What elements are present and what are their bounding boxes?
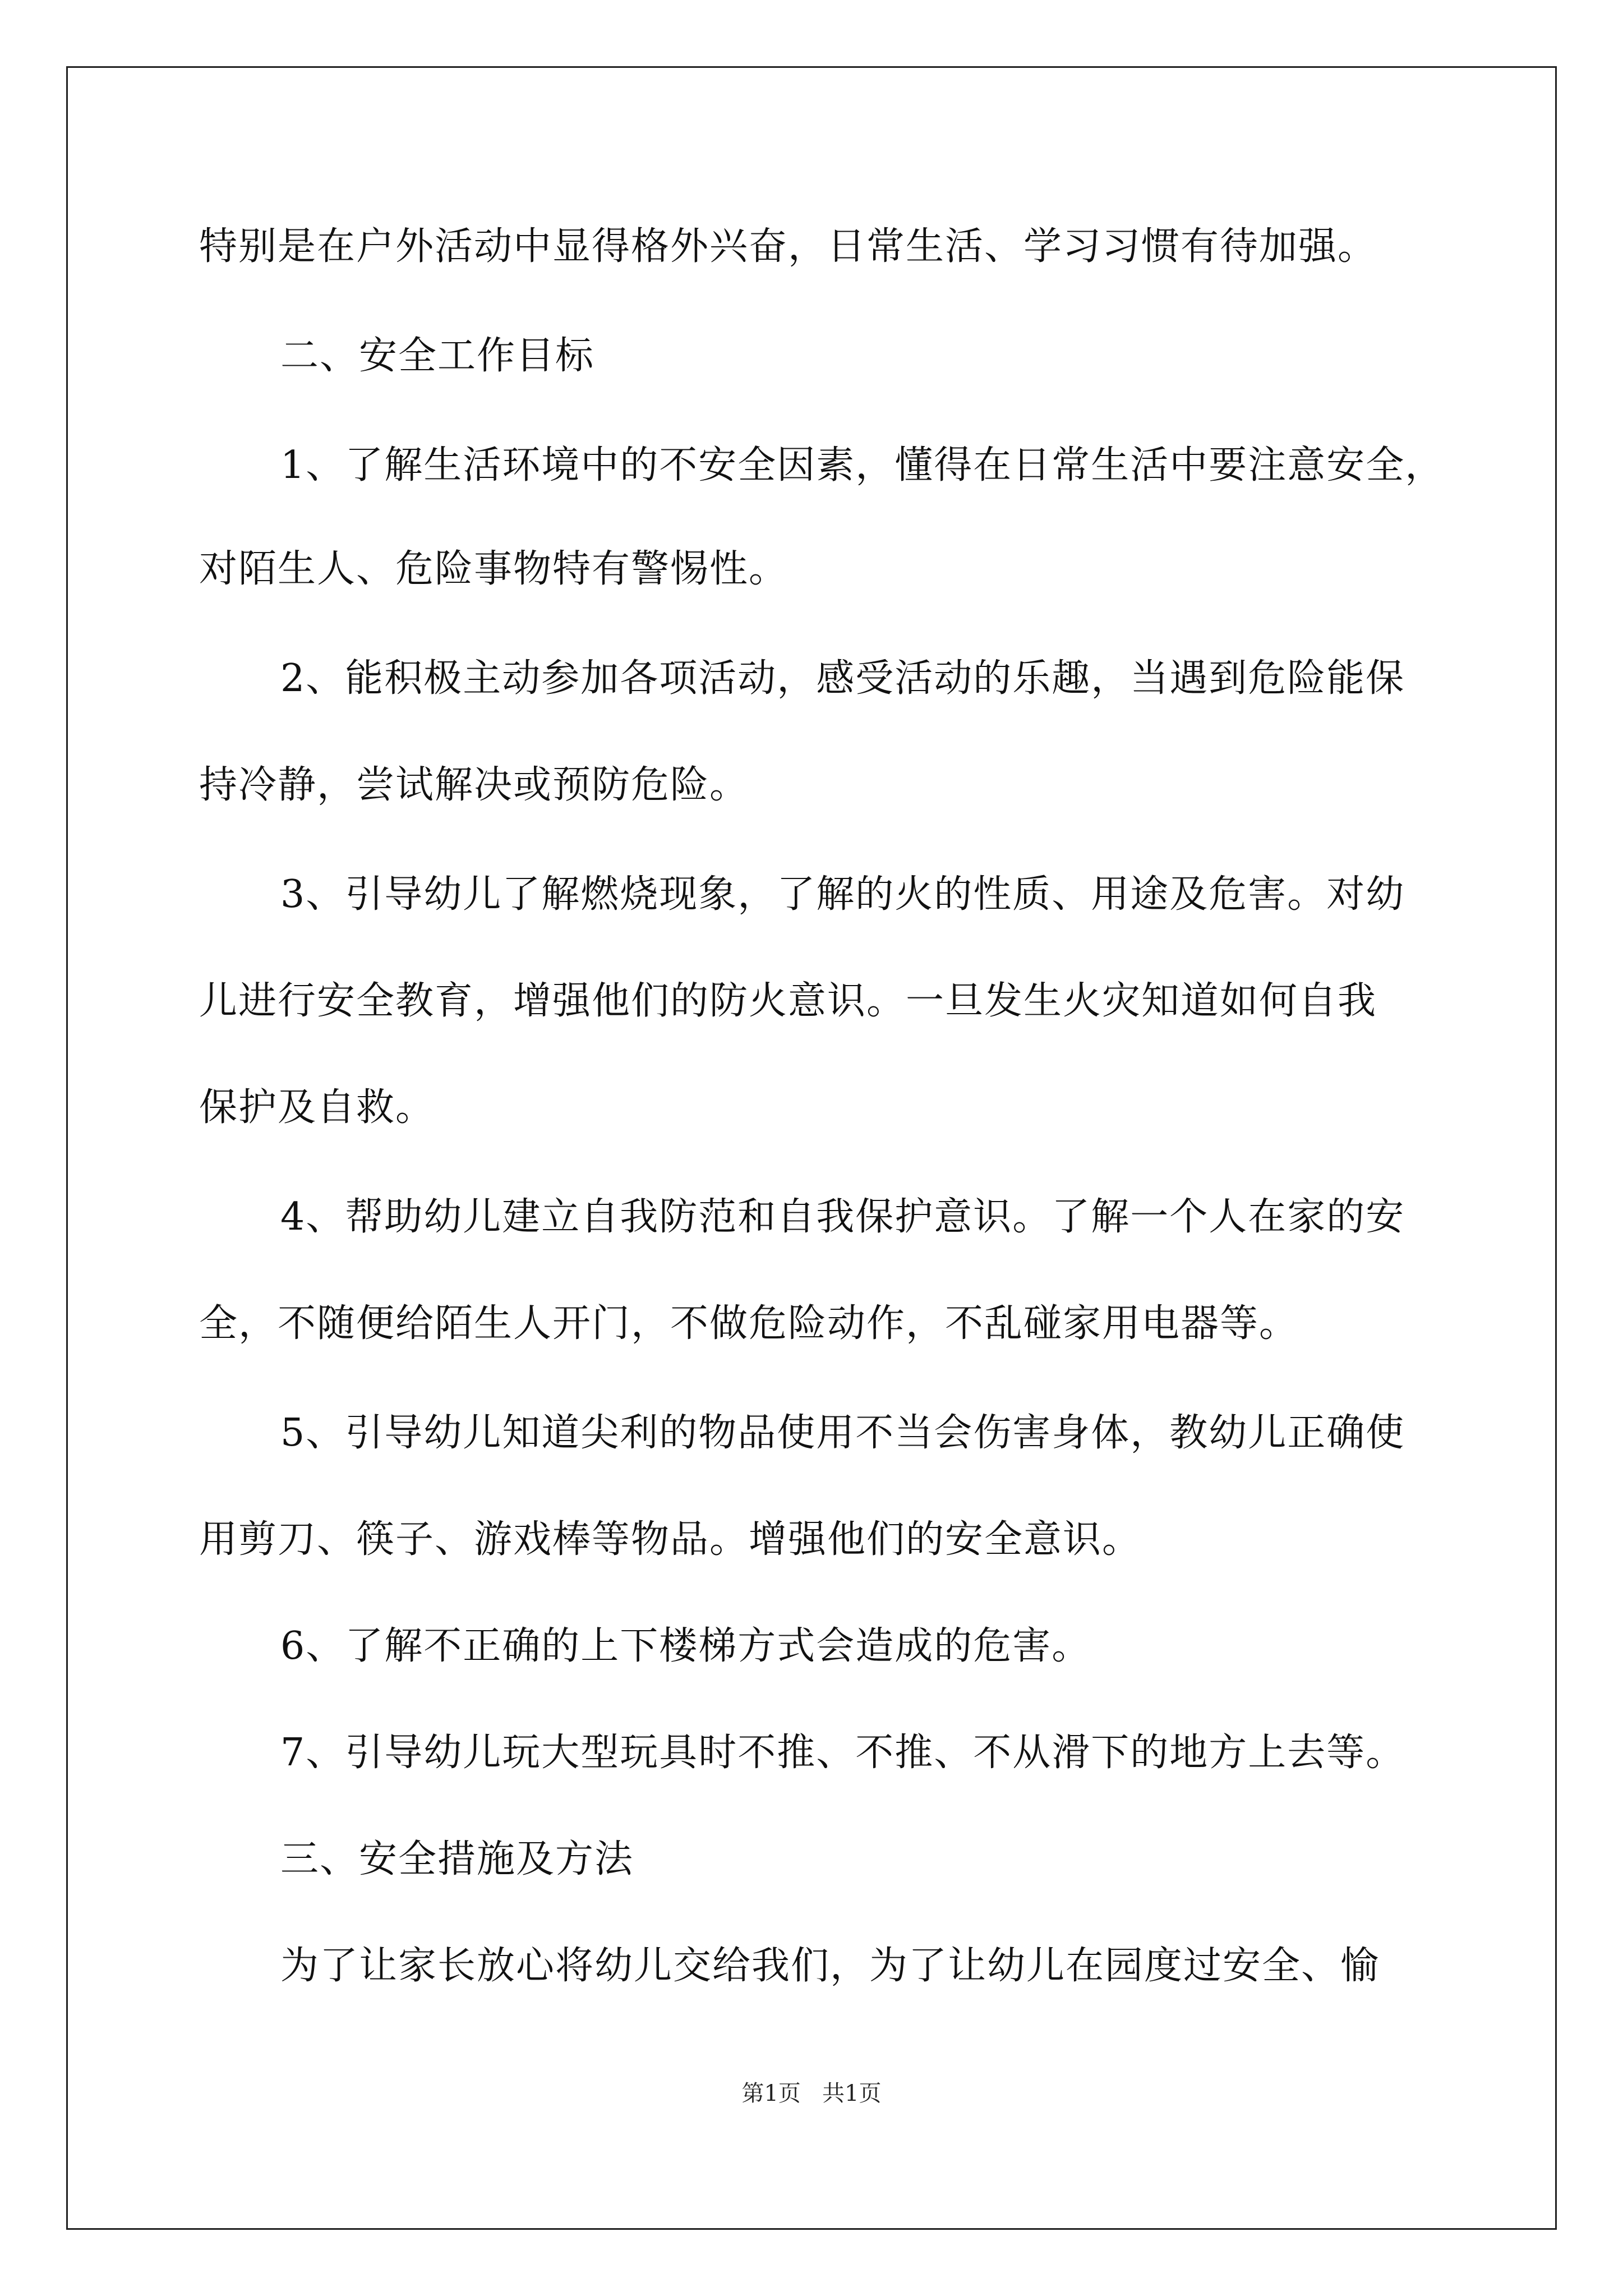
body-text-line: 保护及自救。 (199, 1085, 435, 1130)
body-text-line: 3、引导幼儿了解燃烧现象，了解的火的性质、用途及危害。对幼 (280, 872, 1405, 917)
body-text-line: 1、了解生活环境中的不安全因素，懂得在日常生活中要注意安全， (280, 443, 1445, 487)
body-text-line: 5、引导幼儿知道尖利的物品使用不当会伤害身体，教幼儿正确使 (280, 1411, 1405, 1455)
body-text-line: 儿进行安全教育，增强他们的防火意识。一旦发生火灾知道如何自我 (199, 979, 1377, 1023)
body-text-line: 2、能积极主动参加各项活动，感受活动的乐趣，当遇到危险能保 (280, 656, 1405, 701)
body-text-line: 对陌生人、危险事物特有警惕性。 (199, 547, 789, 591)
page-footer: 第1页 共1页 (741, 2081, 882, 2106)
section-heading: 三、安全措施及方法 (280, 1837, 634, 1881)
body-text-line: 特别是在户外活动中显得格外兴奋，日常生活、学习习惯有待加强。 (199, 224, 1377, 269)
body-text-line: 用剪刀、筷子、游戏棒等物品。增强他们的安全意识。 (199, 1517, 1142, 1562)
body-text-line: 4、帮助幼儿建立自我防范和自我保护意识。了解一个人在家的安 (280, 1195, 1405, 1239)
page-border (66, 66, 1557, 2230)
body-text-line: 持冷静，尝试解决或预防危险。 (199, 763, 749, 807)
body-text-line: 6、了解不正确的上下楼梯方式会造成的危害。 (280, 1624, 1091, 1668)
body-text-line: 为了让家长放心将幼儿交给我们，为了让幼儿在园度过安全、愉 (280, 1944, 1380, 1988)
body-text-line: 7、引导幼儿玩大型玩具时不推、不推、不从滑下的地方上去等。 (280, 1731, 1405, 1775)
section-heading: 二、安全工作目标 (280, 334, 595, 378)
body-text-line: 全，不随便给陌生人开门，不做危险动作，不乱碰家用电器等。 (199, 1301, 1299, 1346)
